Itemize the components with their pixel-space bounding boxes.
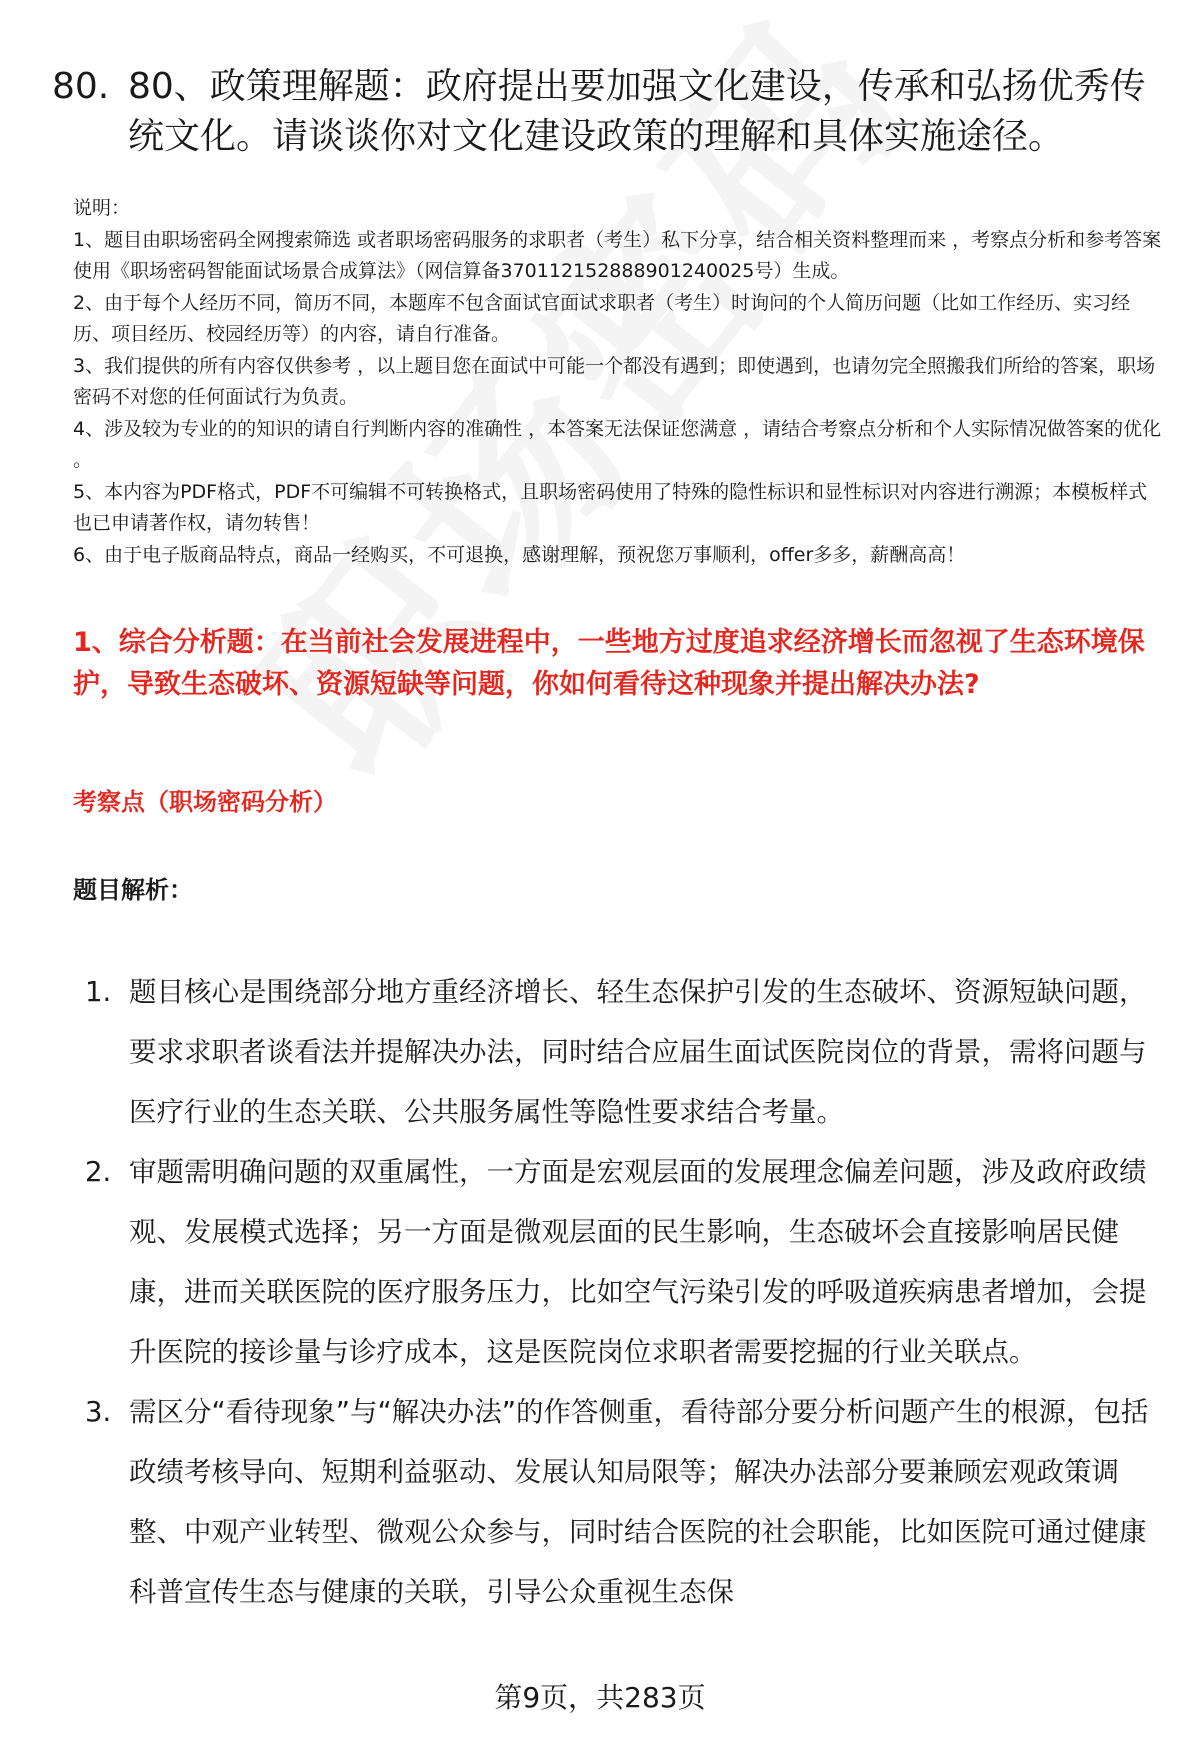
question-text: 80、政策理解题：政府提出要加强文化建设，传承和弘扬优秀传统文化。请谈谈你对文化建设政策的理解和具体实施途径。 [128,66,1146,157]
notes-item: 4、涉及较为专业的的知识的请自行判断内容的准确性 ，本答案无法保证您满意 ，请结合考察点分析和个人实际情况做答案的优化 。 [73,417,1162,471]
section-label: 考察点（职场密码分析） [73,788,337,816]
list-item-index: 2. [85,1156,112,1188]
notes-item: 1、题目由职场密码全网搜索筛选 或者职场密码服务的求职者（考生）私下分享，结合相关资料整理而来 ，考察点分析和参考答案使用《职场密码智能面试场景合成算法》（网信算备370112152888901240025号）生成。 [73,228,1162,282]
section-question: 1、综合分析题：在当前社会发展进程中，一些地方过度追求经济增长而忽视了生态环境保护，导致生态破坏、资源短缺等问题，你如何看待这种现象并提出解决办法? [73,627,1145,700]
question-number: 80. [52,66,110,107]
list-item-text: 审题需明确问题的双重属性，一方面是宏观层面的发展理念偏差问题，涉及政府政绩观、发展模式选择；另一方面是微观层面的民生影响，生态破坏会直接影响居民健康，进而关联医院的医疗服务压力，比如空气污染引发的呼吸道疾病患者增加，会提升医院的接诊量与诊疗成本，这是医院岗位求职者需要挖掘的行业关联点。 [129,1156,1147,1368]
analysis-list [85,962,1155,1622]
section-heading: 题目解析： [73,876,193,904]
notes-heading: 说明： [73,197,131,219]
notes-block [73,193,1163,571]
list-item-text: 需区分“看待现象”与“解决办法”的作答侧重，看待部分要分析问题产生的根源，包括政绩考核导向、短期利益驱动、发展认知局限等；解决办法部分要兼顾宏观政策调整、中观产业转型、微观公众参与，同时结合医院的社会职能，比如医院可通过健康科普宣传生态与健康的关联，引导公众重视生态保 [129,1396,1149,1608]
list-item-text: 题目核心是围绕部分地方重经济增长、轻生态保护引发的生态破坏、资源短缺问题，要求求职者谈看法并提解决办法，同时结合应届生面试医院岗位的背景，需将问题与医疗行业的生态关联、公共服务属性等隐性要求结合考量。 [129,976,1147,1128]
list-item [85,962,1155,1142]
page-footer: 第9页，共283页 [494,1681,706,1714]
list-item-index: 1. [85,976,112,1008]
notes-item: 6、由于电子版商品特点，商品一经购买，不可退换，感谢理解，预祝您万事顺利，offer多多，薪酬高高！ [73,543,966,566]
notes-item: 3、我们提供的所有内容仅供参考 ，以上题目您在面试中可能一个都没有遇到；即使遇到，也请勿完全照搬我们所给的答案，职场密码不对您的任何面试行为负责。 [73,354,1156,408]
list-item [85,1382,1155,1622]
list-item [85,1142,1155,1382]
question-title [52,62,1162,162]
list-item-index: 3. [85,1396,112,1428]
notes-item: 5、本内容为PDF格式，PDF不可编辑不可转换格式，且职场密码使用了特殊的隐性标识和显性标识对内容进行溯源；本模板样式也已申请著作权，请勿转售！ [73,480,1148,534]
notes-item: 2、由于每个人经历不同，简历不同，本题库不包含面试官面试求职者（考生）时询问的个人简历问题（比如工作经历、实习经历、项目经历、校园经历等）的内容，请自行准备。 [73,291,1131,345]
